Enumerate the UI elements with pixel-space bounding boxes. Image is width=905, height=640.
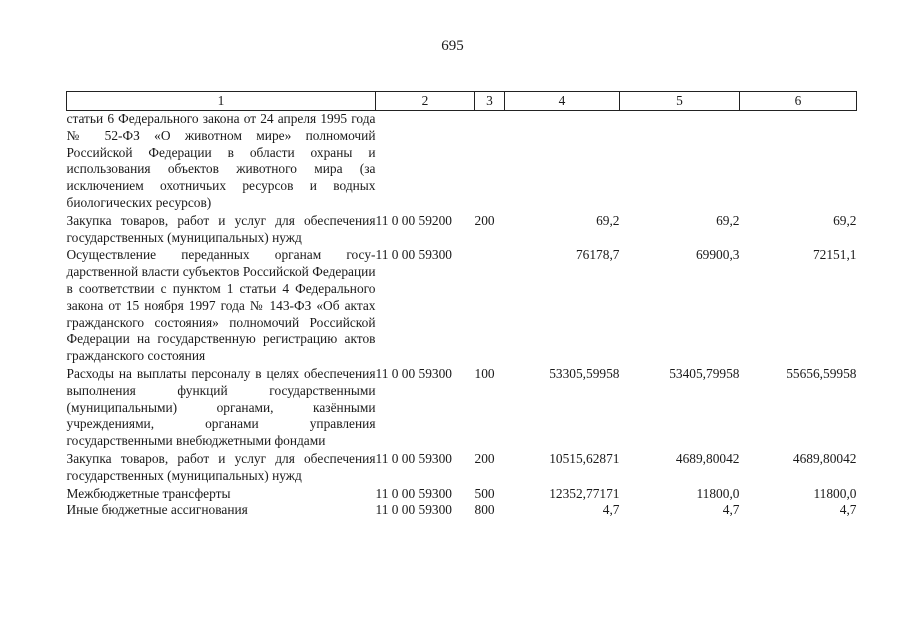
row-target-code: 11 0 00 59200	[375, 212, 452, 228]
column-header: 2	[376, 92, 475, 111]
row-value-1: 4,7	[602, 502, 620, 518]
row-expense-type: 800	[474, 502, 495, 518]
row-expense-type: 100	[474, 365, 495, 381]
row-value-3	[740, 111, 857, 212]
row-description: Осуществление переданных органам государственной власти субъектов Российской Федерации в соответствии с пунктом 1 статьи 4 Федерального закона от 15 ноября 1997 года № 143-ФЗ «Об актах гражданского состояния» полномочий Российской Федерации на государственную регистрацию актов гражданского состояния	[66, 247, 376, 364]
row-description: Закупка товаров, работ и услуг для обеспечения государственных (муниципальных) нужд	[66, 450, 376, 483]
row-value-3: 4,7	[839, 502, 857, 518]
row-expense-type	[475, 111, 505, 212]
row-value-3: 11800,0	[813, 485, 857, 501]
table-row	[67, 246, 857, 365]
row-expense-type	[475, 246, 505, 365]
table-row	[67, 502, 857, 519]
row-target-code	[376, 111, 475, 212]
row-target-code: 11 0 00 59300	[375, 502, 452, 518]
row-target-code: 11 0 00 59300	[375, 485, 452, 501]
row-value-2: 4,7	[722, 502, 740, 518]
row-value-1: 76178,7	[575, 247, 620, 263]
row-value-1	[505, 111, 620, 212]
column-header: 3	[475, 92, 505, 111]
row-target-code: 11 0 00 59300	[375, 247, 452, 263]
row-target-code: 11 0 00 59300	[375, 450, 452, 466]
row-expense-type: 500	[474, 485, 495, 501]
column-header: 6	[740, 92, 857, 111]
row-value-1: 12352,77171	[549, 485, 620, 501]
table-row	[67, 111, 857, 212]
table-row	[67, 212, 857, 247]
row-description: Иные бюджетные ассигнования	[66, 502, 248, 518]
row-description: статьи 6 Федерального закона от 24 апреля 1995 года № 52-ФЗ «О животном мире» полномочий Российской Федерации в области охраны и использования объектов животного мира (за исключением охотничьих ресурсов и водных биологических ресурсов)	[66, 111, 376, 210]
row-value-2: 11800,0	[696, 485, 740, 501]
row-value-2: 53405,79958	[669, 365, 740, 381]
row-value-1: 53305,59958	[549, 365, 620, 381]
page-number: 695	[441, 38, 464, 54]
row-description: Межбюджетные трансферты	[66, 485, 231, 501]
budget-table	[66, 91, 857, 519]
table-row	[67, 365, 857, 450]
row-expense-type: 200	[474, 212, 495, 228]
column-header: 5	[620, 92, 740, 111]
row-value-2: 4689,80042	[675, 450, 740, 466]
row-value-2	[620, 111, 740, 212]
row-expense-type: 200	[474, 450, 495, 466]
row-value-3: 72151,1	[812, 247, 857, 263]
row-description: Закупка товаров, работ и услуг для обеспечения государственных (муниципальных) нужд	[66, 212, 376, 245]
row-value-3: 55656,59958	[786, 365, 857, 381]
table-header-row	[67, 92, 857, 111]
row-value-1: 69,2	[596, 212, 620, 228]
row-target-code: 11 0 00 59300	[375, 365, 452, 381]
row-value-3: 69,2	[833, 212, 857, 228]
row-value-3: 4689,80042	[792, 450, 857, 466]
row-description: Расходы на выплаты персоналу в целях обеспечения выполнения функций государственными (муниципальными) органами, казёнными учреждениями, органами управления государственными внебюджетными фондами	[66, 365, 376, 449]
column-header: 1	[67, 92, 376, 111]
row-value-1: 10515,62871	[549, 450, 620, 466]
column-header: 4	[505, 92, 620, 111]
table-row	[67, 450, 857, 485]
row-value-2: 69900,3	[695, 247, 740, 263]
row-value-2: 69,2	[716, 212, 740, 228]
table-row	[67, 485, 857, 503]
